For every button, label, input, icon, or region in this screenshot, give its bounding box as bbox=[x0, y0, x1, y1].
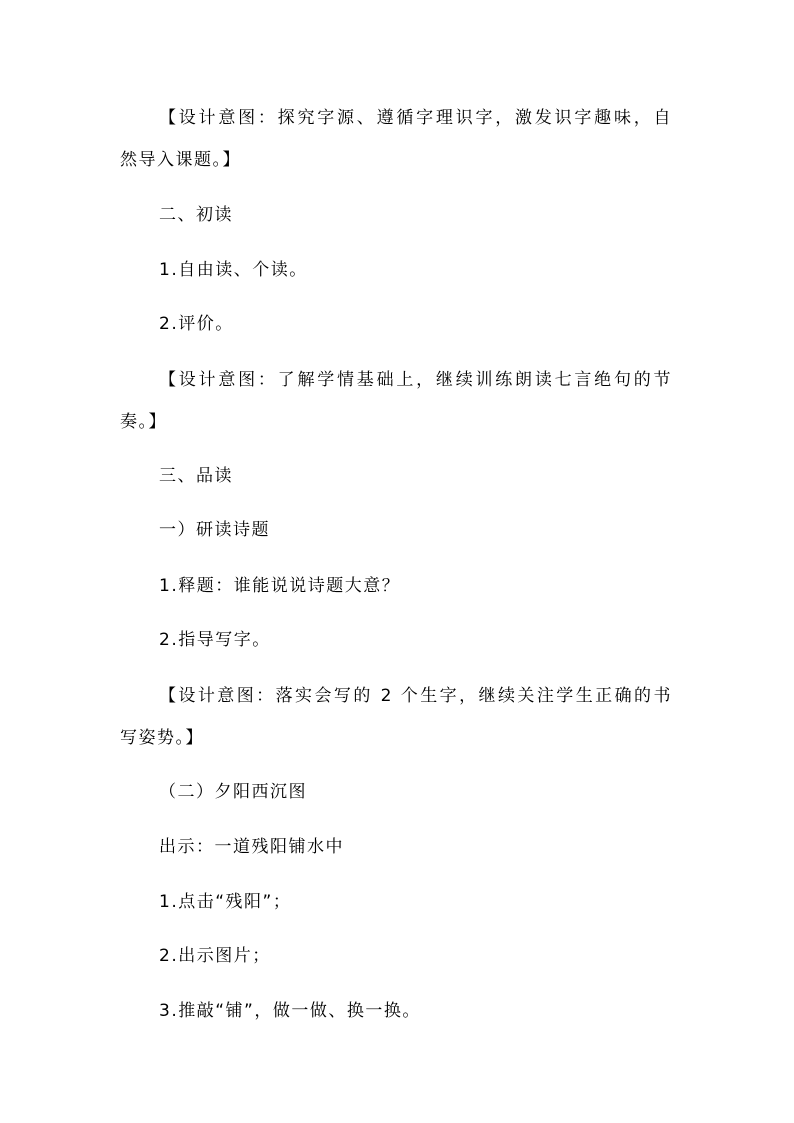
section-heading-initial-reading: 二、初读 bbox=[159, 205, 233, 225]
list-item-click-sunset: 1.点击“残阳”； bbox=[159, 892, 292, 912]
list-item-evaluation: 2.评价。 bbox=[159, 314, 234, 334]
subsection-heading-poem-title: 一）研读诗题 bbox=[159, 520, 270, 540]
list-item-free-reading: 1.自由读、个读。 bbox=[159, 260, 308, 280]
design-intent-2-line-1: 【设计意图：了解学情基础上，继续训练朗读七言绝句的节 bbox=[159, 370, 672, 390]
design-intent-2-line-2: 奏。】 bbox=[120, 412, 167, 432]
display-line: 出示：一道残阳铺水中 bbox=[159, 837, 344, 857]
list-item-ponder-pu: 3.推敲“铺”，做一做、换一换。 bbox=[159, 1001, 421, 1021]
list-item-explain-title: 1.释题：谁能说说诗题大意？ bbox=[159, 576, 401, 596]
design-intent-3-line-1: 【设计意图：落实会写的 2 个生字，继续关注学生正确的书 bbox=[159, 686, 672, 706]
design-intent-1-line-2: 然导入课题。】 bbox=[120, 150, 241, 170]
list-item-show-picture: 2.出示图片； bbox=[159, 946, 271, 966]
section-heading-close-reading: 三、品读 bbox=[159, 466, 233, 486]
list-item-guide-writing: 2.指导写字。 bbox=[159, 630, 271, 650]
subsection-heading-sunset: （二）夕阳西沉图 bbox=[159, 782, 307, 802]
design-intent-1-line-1: 【设计意图：探究字源、遵循字理识字，激发识字趣味，自 bbox=[159, 108, 672, 128]
design-intent-3-line-2: 写姿势。】 bbox=[120, 728, 204, 748]
